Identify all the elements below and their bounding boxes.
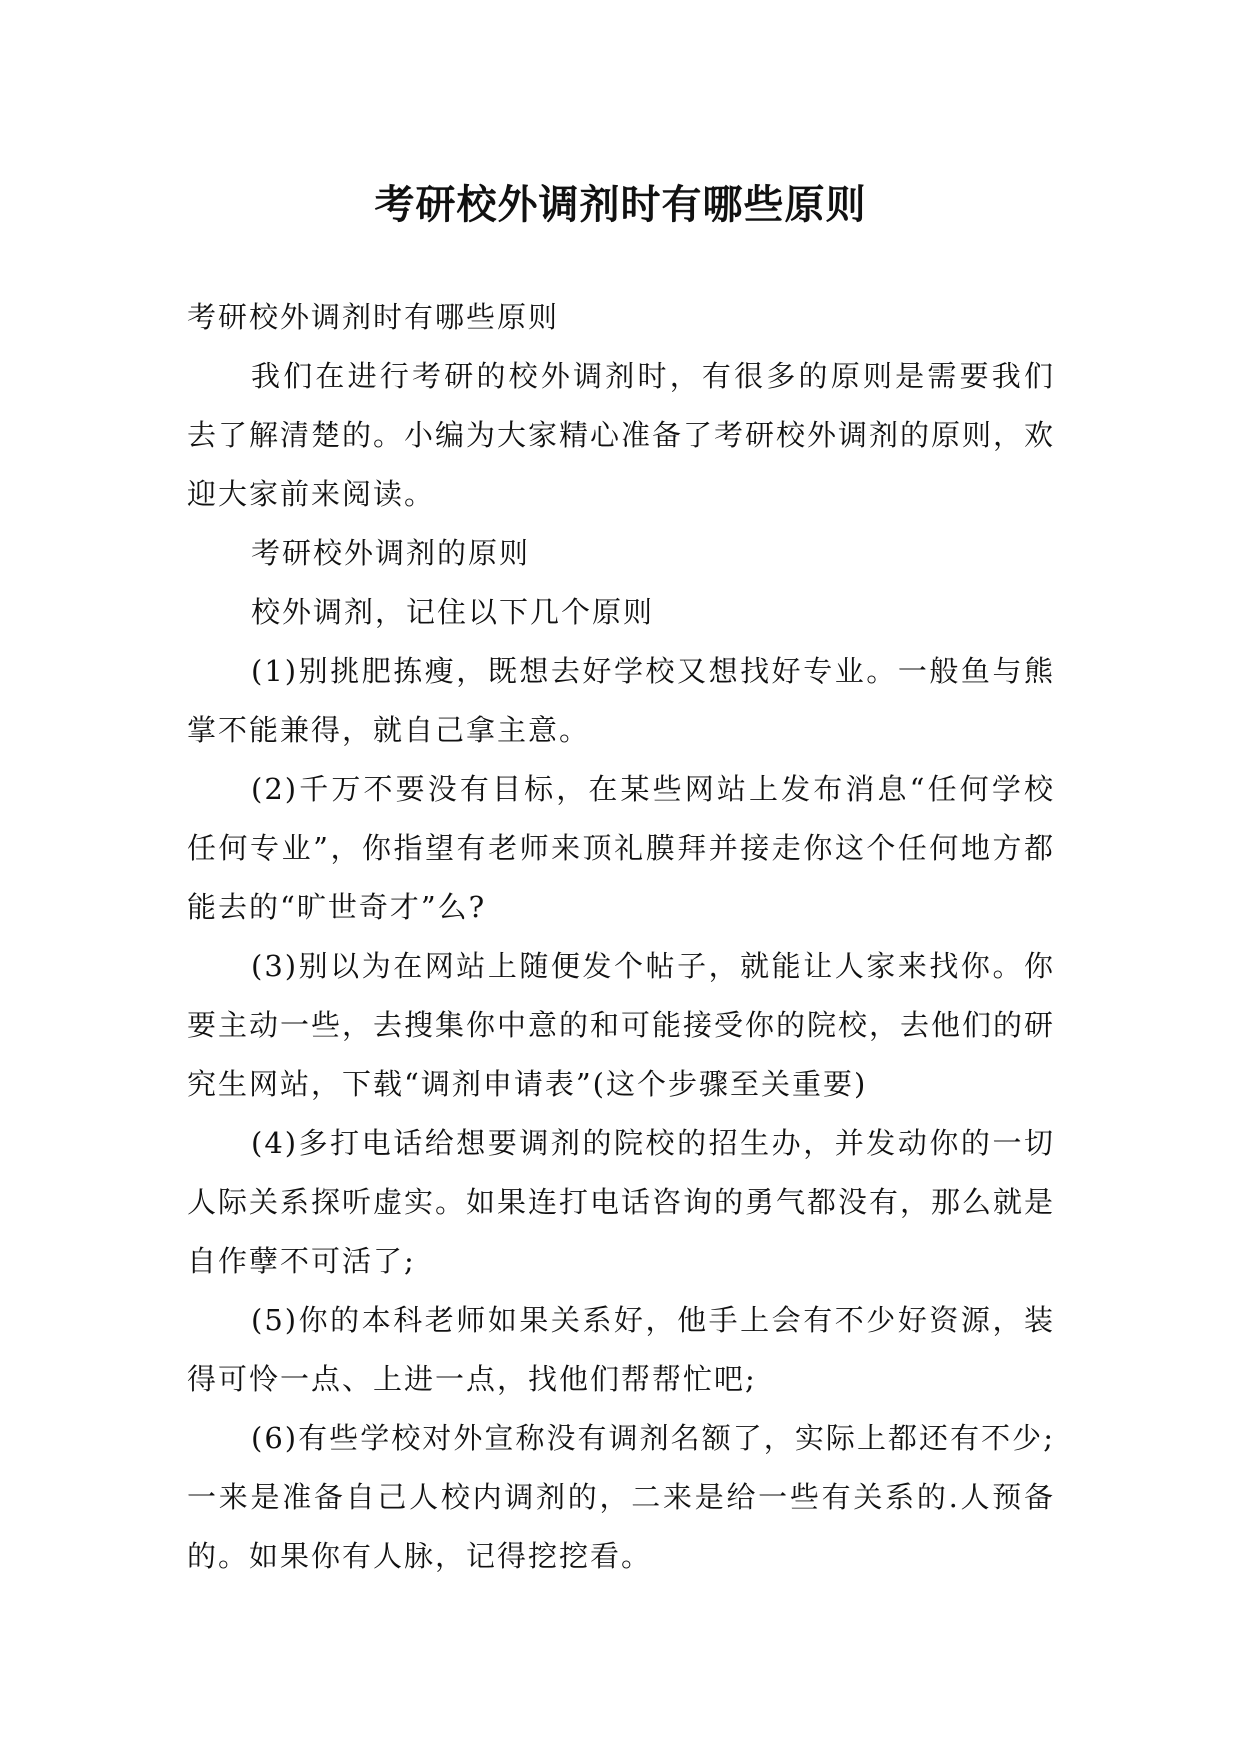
section-lead: 校外调剂，记住以下几个原则 (251, 595, 655, 629)
principle-6: (6)有些学校对外宣称没有调剂名额了，实际上都还有不少;一来是准备自己人校内调剂的，二来是给一些有关系的.人预备的。如果你有人脉，记得挖挖看。 (187, 1421, 1055, 1573)
principle-4: (4)多打电话给想要调剂的院校的招生办，并发动你的一切人际关系探听虚实。如果连打电话咨询的勇气都没有，那么就是自作孽不可活了; (187, 1126, 1056, 1278)
principle-3: (3)别以为在网站上随便发个帖子，就能让人家来找你。你要主动一些，去搜集你中意的和可能接受你的院校，去他们的研究生网站，下载“调剂申请表”(这个步骤至关重要) (187, 949, 1056, 1101)
intro-paragraph: 我们在进行考研的校外调剂时，有很多的原则是需要我们去了解清楚的。小编为大家精心准备了考研校外调剂的原则，欢迎大家前来阅读。 (187, 359, 1056, 511)
principle-2: (2)千万不要没有目标，在某些网站上发布消息“任何学校任何专业”，你指望有老师来顶礼膜拜并接走你这个任何地方都能去的“旷世奇才”么? (187, 772, 1055, 924)
principle-5: (5)你的本科老师如果关系好，他手上会有不少好资源，装得可怜一点、上进一点，找他们帮帮忙吧; (187, 1303, 1055, 1396)
document-body (187, 288, 1055, 1586)
document-title: 考研校外调剂时有哪些原则 (374, 181, 867, 228)
subtitle-paragraph: 考研校外调剂时有哪些原则 (187, 300, 560, 334)
section-heading: 考研校外调剂的原则 (251, 536, 531, 570)
principle-1: (1)别挑肥拣瘦，既想去好学校又想找好专业。一般鱼与熊掌不能兼得，就自己拿主意。 (187, 654, 1055, 747)
